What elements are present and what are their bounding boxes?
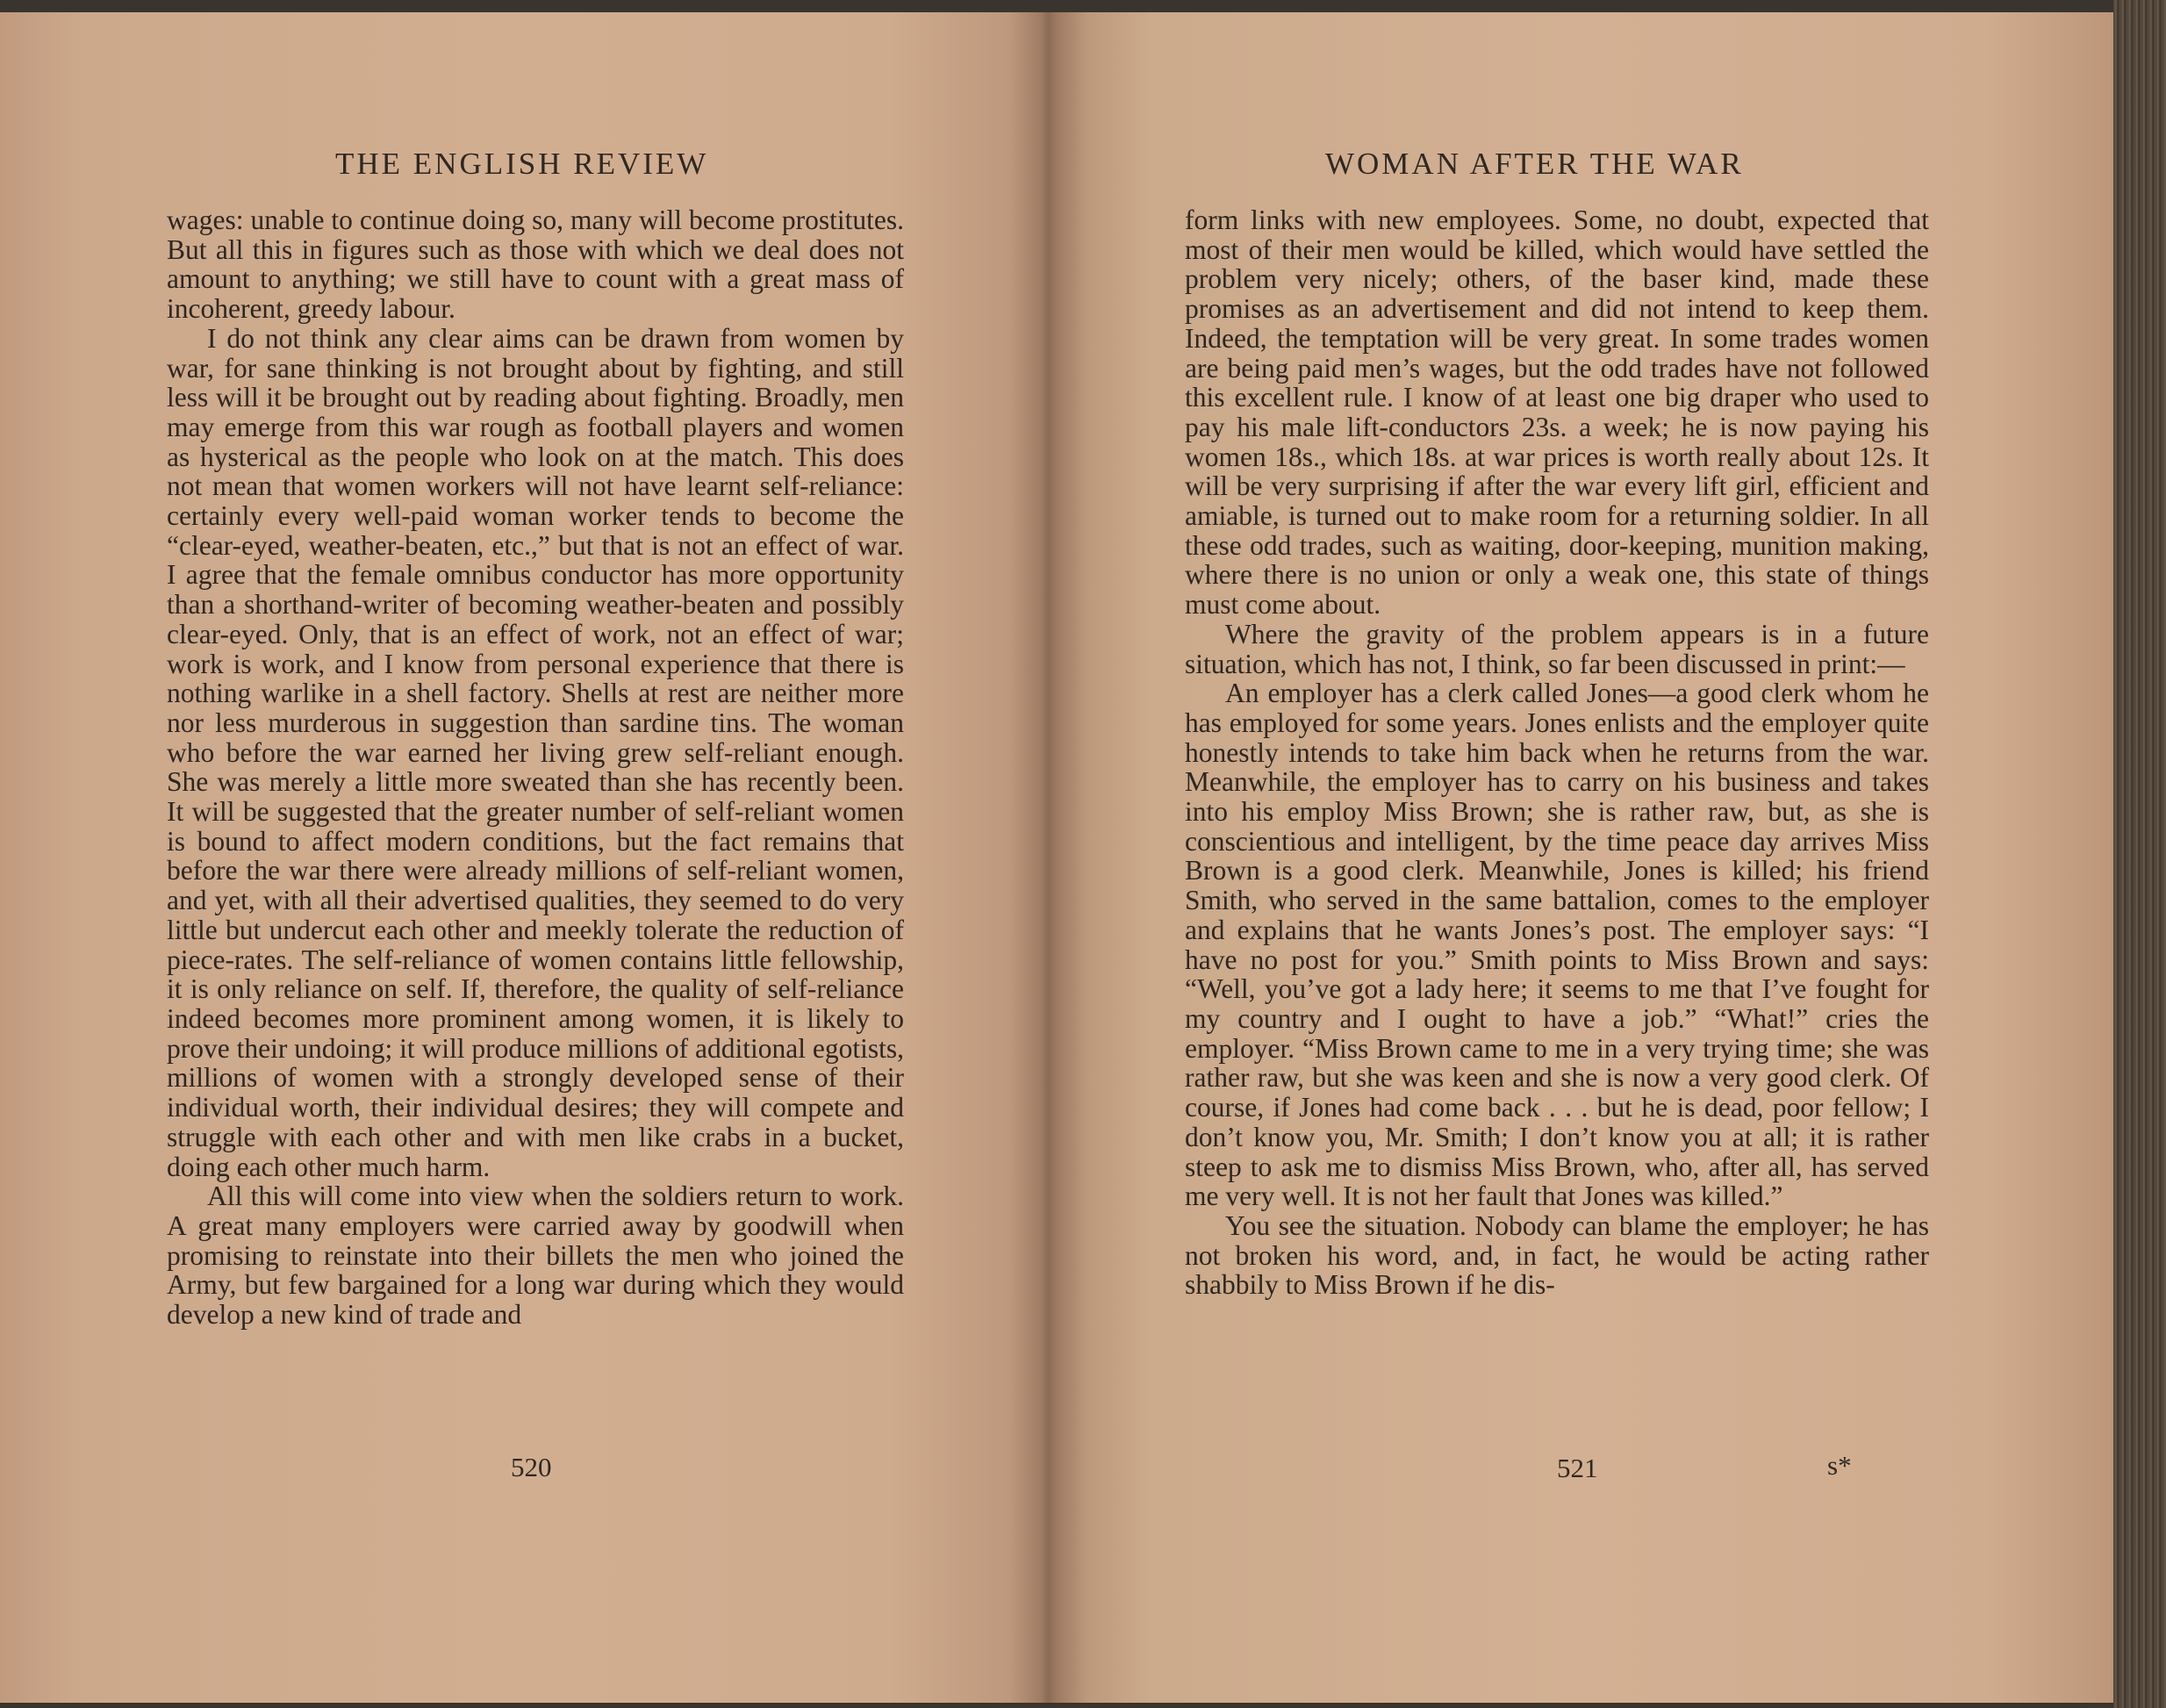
left-page — [0, 12, 1044, 1703]
book-gutter — [1009, 12, 1088, 1703]
page-edges — [2113, 0, 2166, 1708]
page-number-right: 521 — [1557, 1453, 1598, 1483]
running-head-right: WOMAN AFTER THE WAR — [1325, 147, 1744, 181]
right-paragraph-4: You see the situation. Nobody can blame the employer; he has not broken his word, and, in fact, he would be acting rather shabbily to Miss Brown if he dis- — [1185, 1209, 1929, 1301]
signature-mark: s* — [1827, 1450, 1852, 1481]
right-paragraph-3: An employer has a clerk called Jones—a good clerk whom he has employed for some years. Jones enlists and the employer quite honestly intends to take him back when he returns from the war. Meanwhile, the employer has to carry on his business and takes into his employ Miss Brown; she is rather raw, but, as she is conscientious and intelligent, by the time peace day arrives Miss Brown is a good clerk. Meanwhile, Jones is killed; his friend Smith, who served in the same battalion, comes to the employer and explains that he wants Jones’s post. The employer says: “I have no post for you.” Smith points to Miss Brown and says: “Well, you’ve got a lady here; it seems to me that I’ve fought for my country and I ought to have a job.” “What!” cries the employer. “Miss Brown came to me in a very trying time; she was rather raw, but she was keen and she is now a very good clerk. Of course, if Jones had come back . . . but he is dead, poor fellow; I don’t know you, Mr. Smith; I don’t know you at all; it is rather steep to ask me to dismiss Miss Brown, who, after all, has served me very well. It is not her fault that Jones was killed.” — [1185, 678, 1929, 1212]
left-paragraph-3: All this will come into view when the soldiers return to work. A great many employers were carried away by goodwill when promising to reinstate into their billets the men who joined the Army, but few bargained for a long war during which they would develop a new kind of trade and — [167, 1181, 904, 1331]
right-paragraph-2: Where the gravity of the problem appears is in a future situation, which has not, I think, so far been discussed in print:— — [1185, 618, 1929, 679]
left-paragraph-1: wages: unable to continue doing so, many will become prostitutes. But all this in figures such as those with which we deal does not amount to anything; we still have to count with a great mass of incoherent, greedy labour. — [167, 205, 904, 325]
left-page-body — [167, 205, 904, 1330]
right-page-body — [1185, 205, 1929, 1300]
running-head-left: THE ENGLISH REVIEW — [335, 147, 709, 181]
page-number-left: 520 — [511, 1452, 552, 1482]
right-paragraph-1: form links with new employees. Some, no doubt, expected that most of their men would be killed, which would have settled the problem very nicely; others, of the baser kind, made these promises as an advertisement and did not intend to keep them. Indeed, the temptation will be very great. In some trades women are being paid men’s wages, but the odd trades have not followed this excellent rule. I know of at least one big draper who used to pay his male lift-conductors 23s. a week; he is now paying his women 18s., which 18s. at war prices is worth really about 12s. It will be very surprising if after the war every lift girl, efficient and amiable, is turned out to make room for a returning soldier. In all these odd trades, such as waiting, door-keeping, munition making, where there is no union or only a weak one, this state of things must come about. — [1185, 205, 1929, 621]
right-page — [1044, 12, 2113, 1703]
left-paragraph-2: I do not think any clear aims can be drawn from women by war, for sane thinking is not brought about by fighting, and still less will it be brought out by reading about fighting. Broadly, men may emerge from this war rough as football players and women as hysterical as the people who look on at the match. This does not mean that women workers will not have learnt self-reliance: certainly every well-paid woman worker tends to become the “clear-eyed, weather-beaten, etc.,” but that is not an effect of war. I agree that the female omnibus conductor has more opportunity than a shorthand-writer of becoming weather-beaten and possibly clear-eyed. Only, that is an effect of work, not an effect of war; work is work, and I know from personal experience that there is nothing warlike in a shell factory. Shells at rest are neither more nor less murderous in suggestion than sardine tins. The woman who before the war earned her living grew self-reliant enough. She was merely a little more sweated than she has recently been. It will be suggested that the greater number of self-reliant women is bound to affect modern conditions, but the fact remains that before the war there were already millions of self-reliant women, and yet, with all their advertised qualities, they seemed to do very little but undercut each other and meekly tolerate the reduction of piece-rates. The self-reliance of women contains little fellowship, it is only reliance on self. If, therefore, the quality of self-reliance indeed becomes more prominent among women, it is likely to prove their undoing; it will produce millions of additional egotists, millions of women with a strongly developed sense of their individual worth, their individual desires; they will compete and struggle with each other and with men like crabs in a bucket, doing each other much harm. — [167, 322, 904, 1182]
